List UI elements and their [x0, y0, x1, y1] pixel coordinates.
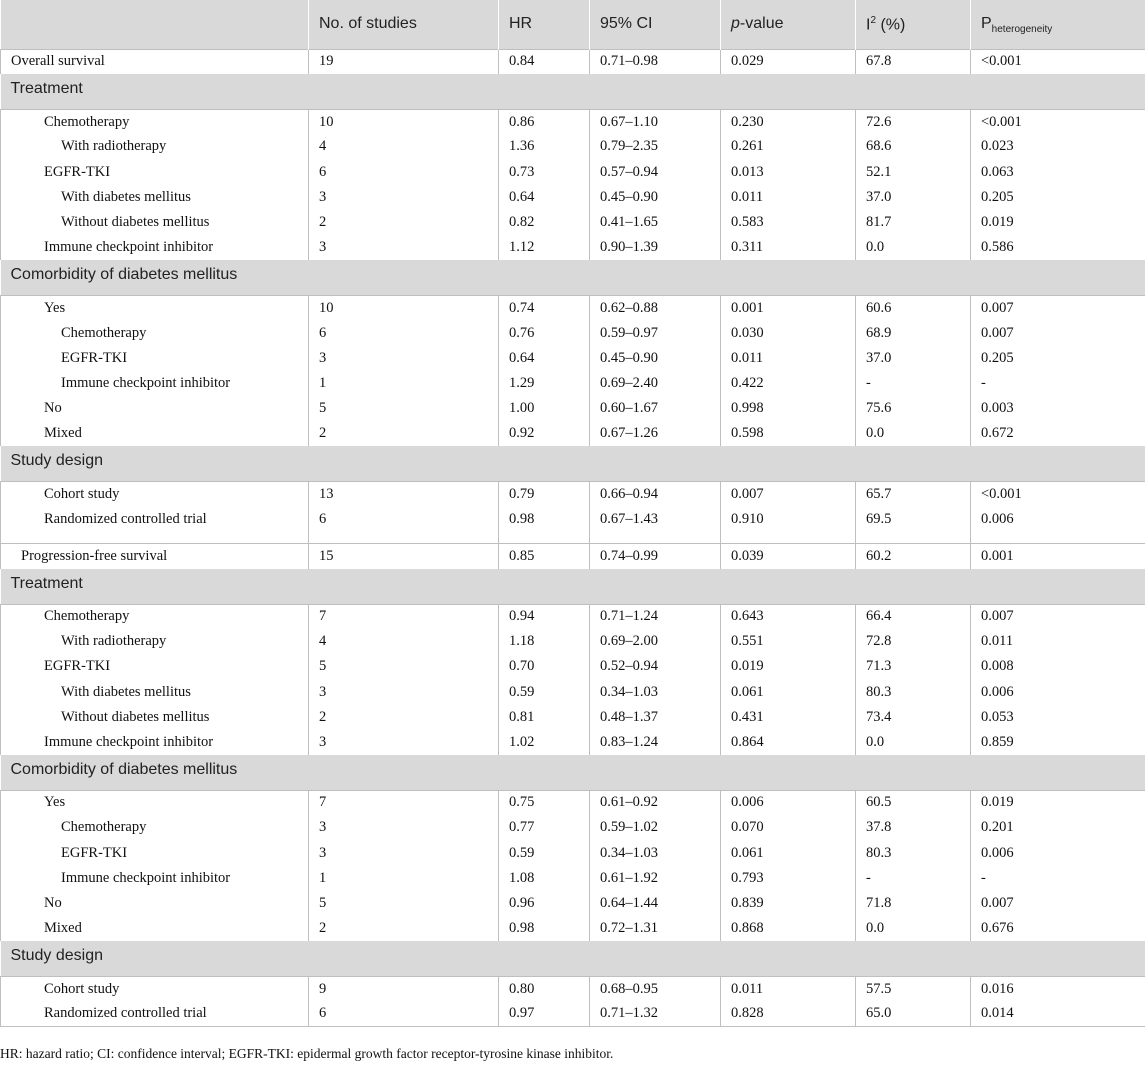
- row-label: Without diabetes mellitus: [1, 705, 309, 730]
- table-row: [1, 507, 1145, 532]
- i2-cell: 67.8: [856, 49, 971, 74]
- p-value-cell: 0.001: [721, 295, 856, 320]
- row-label: EGFR-TKI: [1, 654, 309, 679]
- p-value-cell: 0.029: [721, 49, 856, 74]
- p-value-cell: 0.551: [721, 629, 856, 654]
- p-value-cell: 0.431: [721, 705, 856, 730]
- p-value-cell: 0.261: [721, 134, 856, 159]
- row-label: With radiotherapy: [1, 134, 309, 159]
- hr-cell: 1.29: [499, 371, 590, 396]
- hr-cell: 0.64: [499, 346, 590, 371]
- studies-cell: 3: [309, 730, 499, 755]
- i2-cell: 71.3: [856, 654, 971, 679]
- table-row: [1, 481, 1145, 506]
- studies-cell: 7: [309, 790, 499, 815]
- p-heterogeneity-cell: 0.023: [971, 134, 1145, 159]
- p-heterogeneity-cell: 0.063: [971, 160, 1145, 185]
- i2-cell: 68.6: [856, 134, 971, 159]
- p-heterogeneity-cell: 0.003: [971, 396, 1145, 421]
- ci-cell: 0.41–1.65: [590, 210, 721, 235]
- p-heterogeneity-cell: 0.201: [971, 815, 1145, 840]
- row-label: Mixed: [1, 421, 309, 446]
- studies-cell: 6: [309, 1001, 499, 1026]
- table-body: [1, 49, 1145, 1027]
- ci-cell: 0.83–1.24: [590, 730, 721, 755]
- ci-cell: 0.61–0.92: [590, 790, 721, 815]
- ci-cell: 0.64–1.44: [590, 891, 721, 916]
- hr-cell: 0.84: [499, 49, 590, 74]
- table-row: [1, 371, 1145, 396]
- studies-cell: 3: [309, 841, 499, 866]
- spacer-cell: [721, 532, 856, 544]
- ci-cell: 0.34–1.03: [590, 680, 721, 705]
- hr-cell: 0.59: [499, 841, 590, 866]
- studies-cell: 10: [309, 109, 499, 134]
- table-row: [1, 976, 1145, 1001]
- hr-cell: 0.79: [499, 481, 590, 506]
- p-heterogeneity-cell: 0.859: [971, 730, 1145, 755]
- i2-cell: 0.0: [856, 421, 971, 446]
- ci-cell: 0.71–0.98: [590, 49, 721, 74]
- hr-cell: 1.18: [499, 629, 590, 654]
- studies-cell: 7: [309, 604, 499, 629]
- section-header-row: [1, 941, 1145, 976]
- studies-cell: 2: [309, 421, 499, 446]
- i2-cell: 81.7: [856, 210, 971, 235]
- hr-cell: 0.82: [499, 210, 590, 235]
- table-row: [1, 815, 1145, 840]
- i2-cell: 69.5: [856, 507, 971, 532]
- hr-cell: 0.59: [499, 680, 590, 705]
- p-heterogeneity-cell: 0.019: [971, 210, 1145, 235]
- p-value-cell: 0.013: [721, 160, 856, 185]
- i2-cell: 65.7: [856, 481, 971, 506]
- i2-cell: 80.3: [856, 680, 971, 705]
- row-label: EGFR-TKI: [1, 841, 309, 866]
- hr-cell: 0.76: [499, 321, 590, 346]
- p-value-cell: 0.311: [721, 235, 856, 260]
- ci-cell: 0.69–2.00: [590, 629, 721, 654]
- p-value-cell: 0.643: [721, 604, 856, 629]
- p-heterogeneity-cell: 0.014: [971, 1001, 1145, 1026]
- i2-cell: 57.5: [856, 976, 971, 1001]
- row-label: Cohort study: [1, 481, 309, 506]
- spacer-row: [1, 532, 1145, 544]
- i2-cell: -: [856, 371, 971, 396]
- table-row: [1, 705, 1145, 730]
- row-label: Immune checkpoint inhibitor: [1, 730, 309, 755]
- i2-cell: 0.0: [856, 730, 971, 755]
- p-value-cell: 0.030: [721, 321, 856, 346]
- p-heterogeneity-cell: 0.006: [971, 680, 1145, 705]
- i2-cell: 60.6: [856, 295, 971, 320]
- p-value-cell: 0.039: [721, 544, 856, 569]
- i2-cell: 0.0: [856, 916, 971, 941]
- row-label: Chemotherapy: [1, 815, 309, 840]
- studies-cell: 6: [309, 160, 499, 185]
- studies-cell: 3: [309, 185, 499, 210]
- table-row: [1, 680, 1145, 705]
- p-heterogeneity-cell: 0.006: [971, 507, 1145, 532]
- i2-cell: 65.0: [856, 1001, 971, 1026]
- p-heterogeneity-cell: 0.001: [971, 544, 1145, 569]
- ci-cell: 0.45–0.90: [590, 346, 721, 371]
- studies-cell: 1: [309, 866, 499, 891]
- p-heterogeneity-cell: 0.053: [971, 705, 1145, 730]
- hr-cell: 0.74: [499, 295, 590, 320]
- ci-cell: 0.66–0.94: [590, 481, 721, 506]
- hr-cell: 1.08: [499, 866, 590, 891]
- table-row: [1, 321, 1145, 346]
- table-row: [1, 654, 1145, 679]
- hr-cell: 0.81: [499, 705, 590, 730]
- studies-cell: 1: [309, 371, 499, 396]
- ci-cell: 0.59–1.02: [590, 815, 721, 840]
- i2-cell: 0.0: [856, 235, 971, 260]
- i2-cell: 68.9: [856, 321, 971, 346]
- i2-cell: 37.0: [856, 346, 971, 371]
- studies-cell: 9: [309, 976, 499, 1001]
- p-value-cell: 0.422: [721, 371, 856, 396]
- p-heterogeneity-cell: 0.016: [971, 976, 1145, 1001]
- table-row: [1, 916, 1145, 941]
- header-p-value: p-value: [721, 0, 856, 49]
- row-label: With radiotherapy: [1, 629, 309, 654]
- row-label: Mixed: [1, 916, 309, 941]
- section-header-row: [1, 446, 1145, 481]
- table-header: [1, 0, 1145, 49]
- table-row: [1, 295, 1145, 320]
- row-label: Chemotherapy: [1, 604, 309, 629]
- table-row: [1, 866, 1145, 891]
- i2-cell: 80.3: [856, 841, 971, 866]
- table-row: [1, 235, 1145, 260]
- hr-cell: 0.73: [499, 160, 590, 185]
- header-hr: HR: [499, 0, 590, 49]
- ci-cell: 0.67–1.26: [590, 421, 721, 446]
- hr-cell: 0.85: [499, 544, 590, 569]
- p-heterogeneity-cell: <0.001: [971, 49, 1145, 74]
- p-heterogeneity-cell: -: [971, 866, 1145, 891]
- i2-cell: 60.5: [856, 790, 971, 815]
- p-heterogeneity-cell: 0.007: [971, 891, 1145, 916]
- table-row: [1, 421, 1145, 446]
- row-label: Cohort study: [1, 976, 309, 1001]
- i2-cell: 75.6: [856, 396, 971, 421]
- hr-cell: 0.64: [499, 185, 590, 210]
- table-row: [1, 185, 1145, 210]
- hr-cell: 1.36: [499, 134, 590, 159]
- studies-cell: 5: [309, 891, 499, 916]
- p-heterogeneity-cell: <0.001: [971, 109, 1145, 134]
- table-row: [1, 604, 1145, 629]
- p-value-cell: 0.011: [721, 976, 856, 1001]
- row-label: Overall survival: [1, 49, 309, 74]
- p-heterogeneity-cell: 0.205: [971, 185, 1145, 210]
- ci-cell: 0.59–0.97: [590, 321, 721, 346]
- spacer-cell: [1, 532, 309, 544]
- p-value-cell: 0.828: [721, 1001, 856, 1026]
- ci-cell: 0.67–1.43: [590, 507, 721, 532]
- table-row: [1, 730, 1145, 755]
- p-heterogeneity-cell: 0.676: [971, 916, 1145, 941]
- hr-cell: 1.02: [499, 730, 590, 755]
- p-heterogeneity-cell: 0.006: [971, 841, 1145, 866]
- studies-cell: 15: [309, 544, 499, 569]
- studies-cell: 19: [309, 49, 499, 74]
- hr-cell: 0.98: [499, 507, 590, 532]
- row-label: EGFR-TKI: [1, 160, 309, 185]
- ci-cell: 0.71–1.32: [590, 1001, 721, 1026]
- studies-cell: 3: [309, 815, 499, 840]
- ci-cell: 0.57–0.94: [590, 160, 721, 185]
- row-label: Randomized controlled trial: [1, 507, 309, 532]
- hr-cell: 0.97: [499, 1001, 590, 1026]
- studies-cell: 5: [309, 396, 499, 421]
- table-footnote: HR: hazard ratio; CI: confidence interval; EGFR-TKI: epidermal growth factor receptor-tyrosine kinase inhibitor.: [0, 1046, 614, 1061]
- p-heterogeneity-cell: 0.008: [971, 654, 1145, 679]
- summary-row: [1, 544, 1145, 569]
- p-value-cell: 0.910: [721, 507, 856, 532]
- p-heterogeneity-cell: <0.001: [971, 481, 1145, 506]
- studies-cell: 2: [309, 210, 499, 235]
- p-heterogeneity-cell: 0.011: [971, 629, 1145, 654]
- hr-cell: 0.80: [499, 976, 590, 1001]
- p-value-cell: 0.011: [721, 185, 856, 210]
- header-ci: 95% CI: [590, 0, 721, 49]
- p-heterogeneity-cell: 0.586: [971, 235, 1145, 260]
- hr-cell: 0.92: [499, 421, 590, 446]
- section-title: Study design: [1, 941, 1145, 976]
- p-value-cell: 0.019: [721, 654, 856, 679]
- p-value-cell: 0.011: [721, 346, 856, 371]
- spacer-cell: [590, 532, 721, 544]
- ci-cell: 0.69–2.40: [590, 371, 721, 396]
- section-header-row: [1, 260, 1145, 295]
- row-label: Chemotherapy: [1, 109, 309, 134]
- header-p-heterogeneity: $P_{heterogeneity}$: [971, 0, 1145, 49]
- ci-cell: 0.34–1.03: [590, 841, 721, 866]
- p-value-cell: 0.839: [721, 891, 856, 916]
- table-row: [1, 841, 1145, 866]
- hr-cell: 0.75: [499, 790, 590, 815]
- p-heterogeneity-cell: -: [971, 371, 1145, 396]
- hr-cell: 0.77: [499, 815, 590, 840]
- studies-cell: 13: [309, 481, 499, 506]
- hr-cell: 0.86: [499, 109, 590, 134]
- i2-cell: 72.8: [856, 629, 971, 654]
- i2-cell: 37.0: [856, 185, 971, 210]
- studies-cell: 10: [309, 295, 499, 320]
- section-header-row: [1, 74, 1145, 109]
- spacer-cell: [309, 532, 499, 544]
- studies-cell: 3: [309, 235, 499, 260]
- studies-cell: 6: [309, 507, 499, 532]
- hr-cell: 1.12: [499, 235, 590, 260]
- p-heterogeneity-cell: 0.205: [971, 346, 1145, 371]
- table-row: [1, 891, 1145, 916]
- section-title: Comorbidity of diabetes mellitus: [1, 260, 1145, 295]
- p-heterogeneity-cell: 0.007: [971, 321, 1145, 346]
- table-row: [1, 134, 1145, 159]
- p-heterogeneity-cell: 0.007: [971, 295, 1145, 320]
- row-label: Progression-free survival: [1, 544, 309, 569]
- row-label: With diabetes mellitus: [1, 680, 309, 705]
- i2-cell: 66.4: [856, 604, 971, 629]
- section-title: Treatment: [1, 74, 1145, 109]
- hr-cell: 0.70: [499, 654, 590, 679]
- hr-cell: 0.94: [499, 604, 590, 629]
- table-row: [1, 396, 1145, 421]
- p-value-cell: 0.007: [721, 481, 856, 506]
- row-label: Without diabetes mellitus: [1, 210, 309, 235]
- table-row: [1, 629, 1145, 654]
- row-label: Chemotherapy: [1, 321, 309, 346]
- table-row: [1, 790, 1145, 815]
- table-row: [1, 160, 1145, 185]
- row-label: Yes: [1, 790, 309, 815]
- table-row: [1, 346, 1145, 371]
- ci-cell: 0.71–1.24: [590, 604, 721, 629]
- row-label: No: [1, 891, 309, 916]
- studies-cell: 6: [309, 321, 499, 346]
- i2-cell: 60.2: [856, 544, 971, 569]
- table-row: [1, 109, 1145, 134]
- p-value-cell: 0.230: [721, 109, 856, 134]
- section-header-row: [1, 755, 1145, 790]
- i2-cell: 72.6: [856, 109, 971, 134]
- hr-cell: 0.96: [499, 891, 590, 916]
- header-blank: [1, 0, 309, 49]
- i2-cell: -: [856, 866, 971, 891]
- ci-cell: 0.62–0.88: [590, 295, 721, 320]
- row-label: With diabetes mellitus: [1, 185, 309, 210]
- p-value-cell: 0.061: [721, 680, 856, 705]
- section-header-row: [1, 569, 1145, 604]
- spacer-cell: [499, 532, 590, 544]
- header-i2: $I^2$ (%): [856, 0, 971, 49]
- p-heterogeneity-cell: 0.672: [971, 421, 1145, 446]
- ci-cell: 0.68–0.95: [590, 976, 721, 1001]
- table-row: [1, 1001, 1145, 1026]
- ci-cell: 0.90–1.39: [590, 235, 721, 260]
- ci-cell: 0.79–2.35: [590, 134, 721, 159]
- ci-cell: 0.52–0.94: [590, 654, 721, 679]
- studies-cell: 2: [309, 705, 499, 730]
- studies-cell: 5: [309, 654, 499, 679]
- p-value-cell: 0.598: [721, 421, 856, 446]
- p-heterogeneity-cell: 0.019: [971, 790, 1145, 815]
- ci-cell: 0.60–1.67: [590, 396, 721, 421]
- section-title: Study design: [1, 446, 1145, 481]
- ci-cell: 0.72–1.31: [590, 916, 721, 941]
- ci-cell: 0.45–0.90: [590, 185, 721, 210]
- header-studies: No. of studies: [309, 0, 499, 49]
- spacer-cell: [856, 532, 971, 544]
- summary-row: [1, 49, 1145, 74]
- row-label: Yes: [1, 295, 309, 320]
- row-label: EGFR-TKI: [1, 346, 309, 371]
- row-label: Immune checkpoint inhibitor: [1, 235, 309, 260]
- spacer-cell: [971, 532, 1145, 544]
- row-label: No: [1, 396, 309, 421]
- p-value-cell: 0.868: [721, 916, 856, 941]
- row-label: Randomized controlled trial: [1, 1001, 309, 1026]
- studies-cell: 4: [309, 134, 499, 159]
- section-title: Comorbidity of diabetes mellitus: [1, 755, 1145, 790]
- section-title: Treatment: [1, 569, 1145, 604]
- i2-cell: 52.1: [856, 160, 971, 185]
- ci-cell: 0.61–1.92: [590, 866, 721, 891]
- studies-cell: 3: [309, 346, 499, 371]
- p-heterogeneity-cell: 0.007: [971, 604, 1145, 629]
- p-value-cell: 0.070: [721, 815, 856, 840]
- p-value-cell: 0.061: [721, 841, 856, 866]
- i2-cell: 37.8: [856, 815, 971, 840]
- p-value-cell: 0.998: [721, 396, 856, 421]
- row-label: Immune checkpoint inhibitor: [1, 371, 309, 396]
- table-row: [1, 210, 1145, 235]
- p-value-cell: 0.006: [721, 790, 856, 815]
- hr-cell: 1.00: [499, 396, 590, 421]
- ci-cell: 0.48–1.37: [590, 705, 721, 730]
- i2-cell: 71.8: [856, 891, 971, 916]
- i2-cell: 73.4: [856, 705, 971, 730]
- hr-cell: 0.98: [499, 916, 590, 941]
- studies-cell: 4: [309, 629, 499, 654]
- studies-cell: 2: [309, 916, 499, 941]
- row-label: Immune checkpoint inhibitor: [1, 866, 309, 891]
- ci-cell: 0.74–0.99: [590, 544, 721, 569]
- studies-cell: 3: [309, 680, 499, 705]
- ci-cell: 0.67–1.10: [590, 109, 721, 134]
- p-value-cell: 0.864: [721, 730, 856, 755]
- p-value-cell: 0.793: [721, 866, 856, 891]
- p-value-cell: 0.583: [721, 210, 856, 235]
